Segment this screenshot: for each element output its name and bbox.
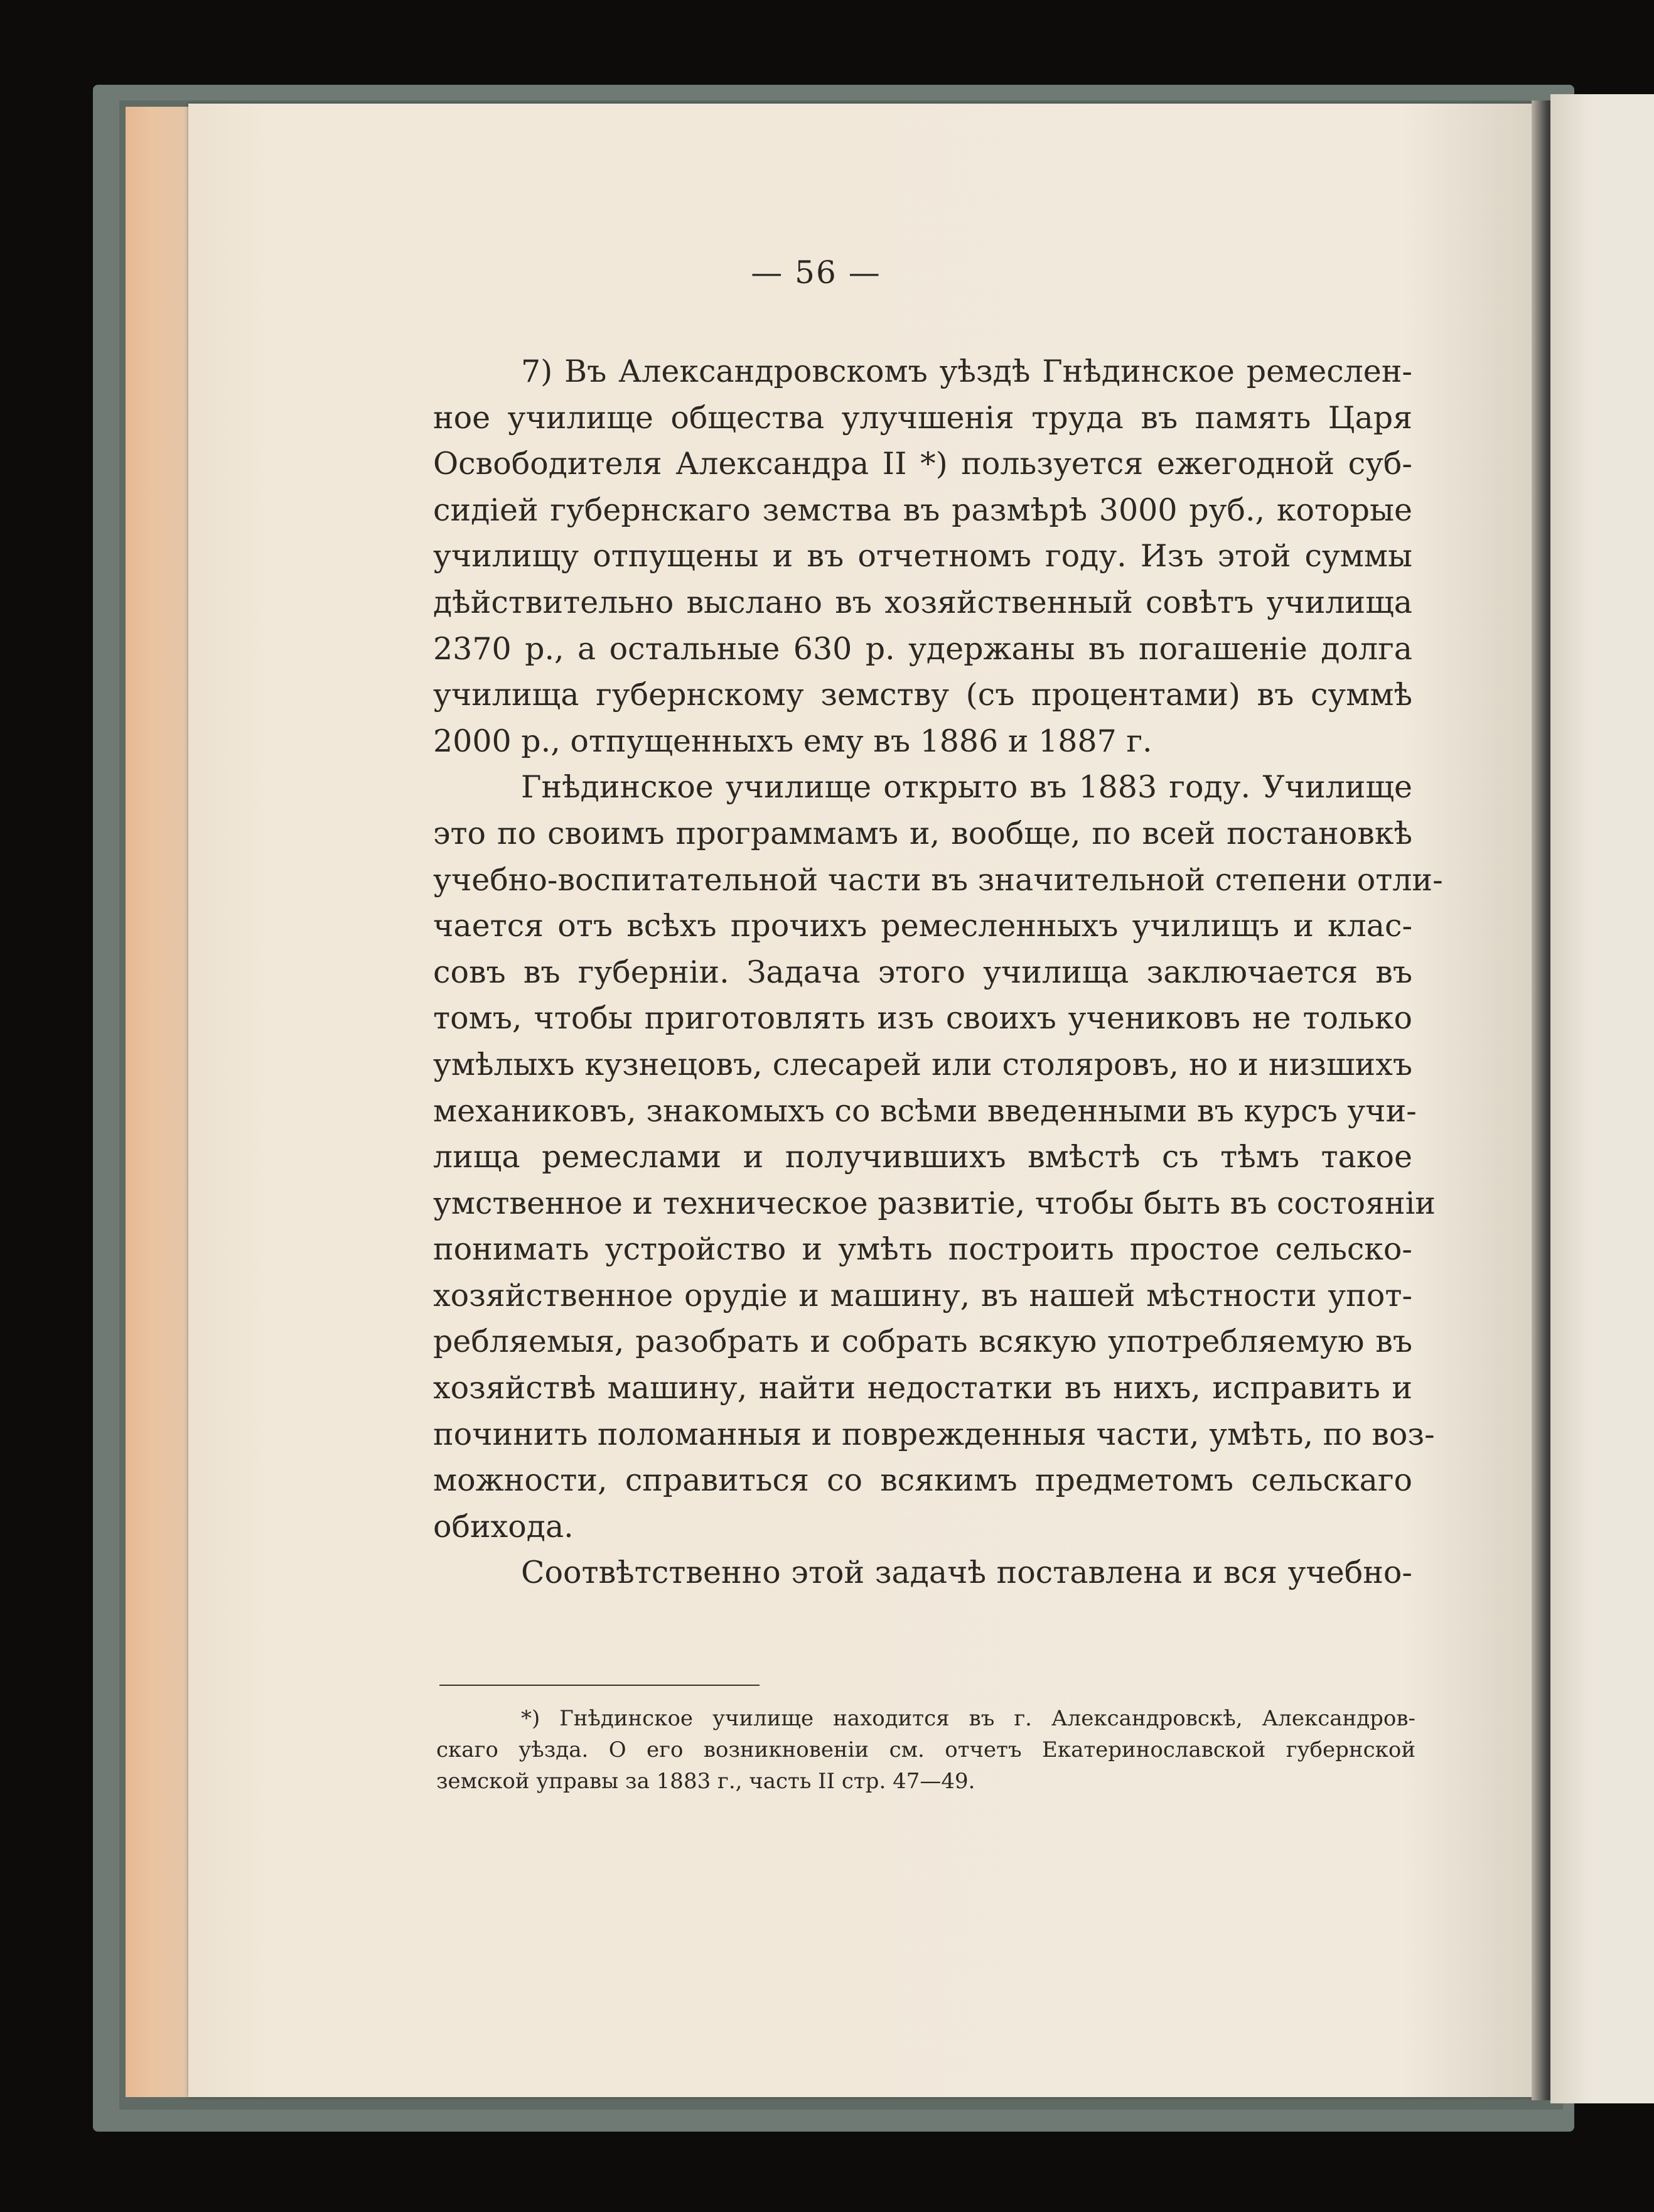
text-line: дѣйствительно выслано въ хозяйственный совѣтъ училища bbox=[433, 584, 1412, 620]
text-line: совъ въ губерніи. Задача этого училища заключается въ bbox=[433, 954, 1412, 990]
body-text bbox=[433, 348, 1443, 1596]
footnote-rule bbox=[439, 1685, 760, 1686]
text-line: умѣлыхъ кузнецовъ, слесарей или столяровъ, но и низшихъ bbox=[433, 1046, 1412, 1082]
text-line: чается отъ всѣхъ прочихъ ремесленныхъ училищъ и клас- bbox=[433, 908, 1412, 944]
footnote-line: *) Гнѣдинское училище находится въ г. Александровскѣ, Александров- bbox=[521, 1706, 1415, 1731]
text-line: сидіей губернскаго земства въ размѣрѣ 3000 руб., которые bbox=[433, 492, 1412, 528]
text-line: хозяйствѣ машину, найти недостатки въ нихъ, исправить и bbox=[433, 1370, 1412, 1406]
text-line: понимать устройство и умѣть построить простое сельско- bbox=[433, 1231, 1412, 1268]
text-line: 7) Въ Александровскомъ уѣздѣ Гнѣдинское ремеслен- bbox=[521, 353, 1412, 389]
footnote-line: земской управы за 1883 г., часть II стр. 47—49. bbox=[436, 1769, 975, 1794]
text-line: можности, справиться со всякимъ предметомъ сельскаго bbox=[433, 1462, 1412, 1499]
text-line: обихода. bbox=[433, 1508, 574, 1545]
page-number: — 56 — bbox=[751, 254, 881, 291]
facing-page-edge bbox=[1550, 94, 1654, 2103]
text-line: томъ, чтобы приготовлять изъ своихъ учениковъ не только bbox=[433, 1000, 1412, 1037]
text-line: умственное и техническое развитіе, чтобы быть въ состояніи bbox=[433, 1185, 1436, 1221]
text-line: 2000 р., отпущенныхъ ему въ 1886 и 1887 г. bbox=[433, 723, 1152, 759]
text-line: Гнѣдинское училище открыто въ 1883 году. Училище bbox=[521, 769, 1412, 806]
text-line: лища ремеслами и получившихъ вмѣстѣ съ тѣмъ такое bbox=[433, 1139, 1412, 1175]
text-line: хозяйственное орудіе и машину, въ нашей мѣстности упот- bbox=[433, 1277, 1412, 1314]
text-line: 2370 р., а остальные 630 р. удержаны въ погашеніе долга bbox=[433, 630, 1412, 667]
text-line: Соотвѣтственно этой задачѣ поставлена и вся учебно- bbox=[521, 1555, 1412, 1591]
text-line: Освободителя Александра II *) пользуется ежегодной суб- bbox=[433, 446, 1412, 482]
text-line: училищу отпущены и въ отчетномъ году. Изъ этой суммы bbox=[433, 538, 1412, 575]
text-line: это по своимъ программамъ и, вообще, по всей постановкѣ bbox=[433, 815, 1412, 851]
footnote-line: скаго уѣзда. О его возникновеніи см. отчетъ Екатеринославской губернской bbox=[436, 1737, 1415, 1762]
text-line: ребляемыя, разобрать и собрать всякую употребляемую въ bbox=[433, 1324, 1412, 1360]
text-line: ное училище общества улучшенія труда въ память Царя bbox=[433, 399, 1412, 436]
text-line: механиковъ, знакомыхъ со всѣми введенными въ курсъ учи- bbox=[433, 1093, 1417, 1129]
page-edges bbox=[126, 107, 188, 2097]
text-line: училища губернскому земству (съ процентами) въ суммѣ bbox=[433, 677, 1412, 713]
text-line: учебно-воспитательной части въ значительной степени отли- bbox=[433, 861, 1443, 898]
text-line: починить поломанныя и поврежденныя части, умѣть, по воз- bbox=[433, 1416, 1435, 1452]
footnote bbox=[436, 1703, 1415, 1797]
